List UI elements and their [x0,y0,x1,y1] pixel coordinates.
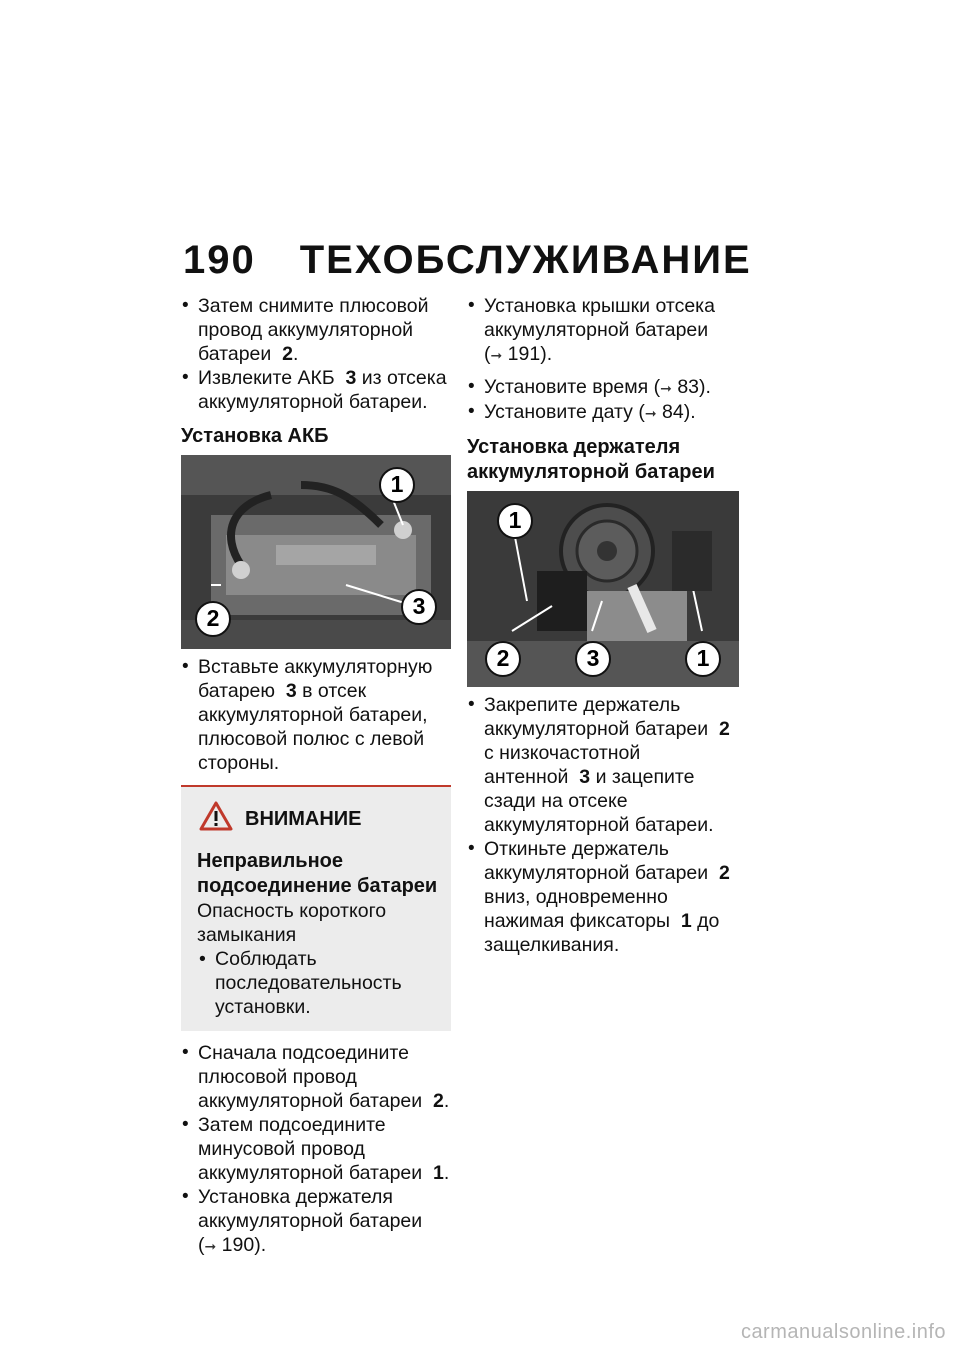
step-set-time: • Установите время (➞ 83). [467,375,739,400]
step-connect-minus: • Затем подсоедините минусовой провод аккумуляторной батареи 1. [181,1113,451,1185]
warning-triangle-icon [199,801,233,837]
page-ref-link[interactable]: 191 [507,343,541,365]
page-ref-link[interactable]: 83 [677,376,700,398]
page-ref-link[interactable]: 190 [221,1234,255,1256]
right-column [467,294,739,957]
callout-2: 2 [195,601,231,637]
page-header [183,238,752,283]
ref-number: 2 [719,862,730,884]
ref-number: 3 [285,680,297,702]
section-title-install-holder: Установка держателя аккумуляторной батареи [467,436,715,483]
step-fold-holder: • Откиньте держатель аккумуляторной батареи 2 вниз, одновременно нажимая фиксаторы 1 до защелкивания. [467,837,739,957]
callout-3: 3 [401,589,437,625]
callout-1: 1 [379,467,415,503]
page-link-arrow-icon: ➞ [490,347,503,363]
page-link-arrow-icon: ➞ [660,380,672,396]
step-install-holder-link: • Установка держателя аккумуляторной батареи (➞ 190). [181,1185,451,1258]
callout-1b: 1 [685,641,721,677]
warning-text: Опасность короткого замыкания [197,900,387,946]
holder-photo [467,491,739,687]
callout-3: 3 [575,641,611,677]
warning-bullet: • Соблюдать последовательность установки. [187,947,445,1019]
step-remove-battery: • Извлеките АКБ 3 из отсека аккумуляторной батареи. [181,366,451,414]
page-ref-link[interactable]: 84 [662,401,684,423]
ref-number: 2 [282,343,293,365]
section-title-install-battery: Установка АКБ [181,425,329,447]
page-title: ТЕХОБСЛУЖИВАНИЕ [299,238,752,282]
callout-1: 1 [497,503,533,539]
ref-number: 1 [433,1162,444,1184]
page-link-arrow-icon: ➞ [204,1238,217,1254]
ref-number: 2 [719,718,730,740]
battery-photo [181,455,451,649]
step-remove-plus: • Затем снимите плюсовой провод аккумуляторной батареи 2. [181,294,451,366]
left-column [181,294,451,1258]
ref-number: 2 [433,1090,444,1112]
warning-subtitle: Неправильное подсоединение батареи [197,850,438,897]
step-insert-battery: • Вставьте аккумуляторную батарею 3 в отсек аккумуляторной батареи, плюсовой полюс с левой стороны. [181,655,451,775]
step-fasten-holder: • Закрепите держатель аккумуляторной батареи 2 с низкочастотной антенной 3 и зацепите сзади на отсеке аккумуляторной батареи. [467,693,739,837]
page-number: 190 [183,238,256,282]
watermark: carmanualsonline.info [740,1321,946,1343]
step-install-cover: • Установка крышки отсека аккумуляторной батареи (➞ 191). [467,294,739,367]
step-set-date: • Установите дату (➞ 84). [467,400,739,425]
ref-number: 3 [345,367,357,389]
step-connect-plus: • Сначала подсоедините плюсовой провод аккумуляторной батареи 2. [181,1041,451,1113]
ref-number: 3 [579,766,591,788]
warning-box [181,785,451,1031]
ref-number: 1 [680,910,692,932]
callout-2: 2 [485,641,521,677]
warning-header [187,801,445,837]
page-link-arrow-icon: ➞ [644,405,657,421]
warning-title: ВНИМАНИЕ [245,808,362,830]
